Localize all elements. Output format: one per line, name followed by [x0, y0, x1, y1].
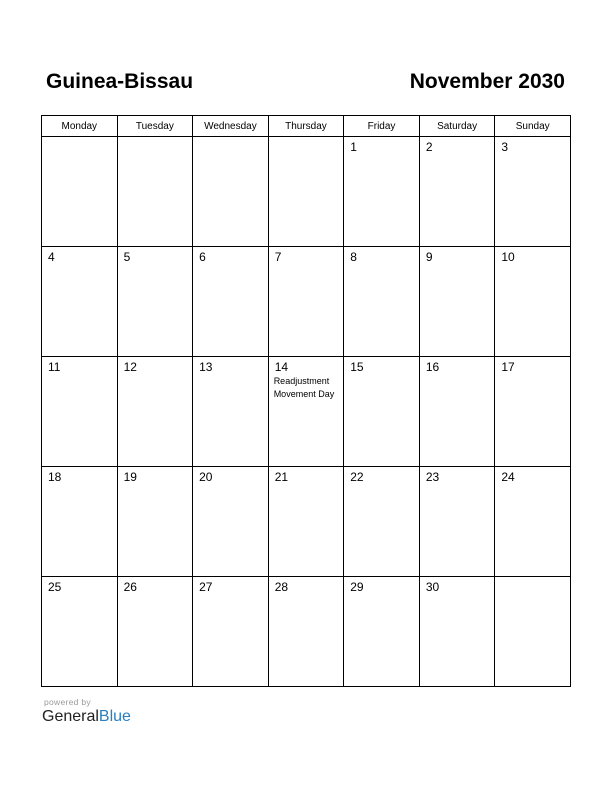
day-cell — [419, 467, 495, 577]
day-cell — [42, 357, 118, 467]
holiday-label: Readjustment Movement Day — [273, 376, 335, 399]
weekday-sunday: Sunday — [495, 116, 571, 137]
day-number: 7 — [274, 250, 282, 264]
day-cell — [495, 357, 571, 467]
day-number — [42, 137, 117, 141]
day-number: 8 — [350, 250, 357, 264]
day-number: 14 — [274, 360, 289, 374]
day-cell — [495, 467, 571, 577]
day-number: 11 — [48, 360, 61, 374]
weekday-saturday: Saturday — [419, 116, 495, 137]
day-cell — [193, 577, 269, 687]
weekday-header-row — [42, 116, 571, 137]
day-cell-holiday — [268, 357, 344, 467]
day-number — [193, 137, 268, 141]
day-cell — [268, 247, 344, 357]
weekday-wednesday: Wednesday — [193, 116, 269, 137]
day-number: 6 — [199, 250, 206, 264]
day-cell — [344, 137, 420, 247]
day-cell — [193, 467, 269, 577]
day-cell — [268, 467, 344, 577]
day-cell — [42, 137, 118, 247]
day-number: 5 — [123, 250, 131, 264]
weekday-tuesday: Tuesday — [117, 116, 193, 137]
weekday-friday: Friday — [344, 116, 420, 137]
day-cell — [193, 137, 269, 247]
day-cell — [42, 247, 118, 357]
calendar-grid — [41, 115, 571, 687]
day-number — [269, 137, 344, 141]
day-number: 1 — [350, 140, 357, 154]
day-number: 20 — [199, 470, 213, 484]
day-cell — [344, 357, 420, 467]
day-cell — [117, 577, 193, 687]
day-cell — [344, 467, 420, 577]
day-cell — [117, 467, 193, 577]
powered-by-label: powered by — [44, 697, 91, 707]
day-cell — [268, 577, 344, 687]
day-number: 27 — [199, 580, 213, 594]
country-title: Guinea-Bissau — [46, 70, 194, 93]
week-row-1 — [42, 137, 571, 247]
day-number: 29 — [350, 580, 364, 594]
day-number — [495, 577, 570, 581]
day-cell — [117, 357, 193, 467]
generalblue-logo[interactable] — [42, 708, 131, 726]
day-number: 17 — [501, 360, 515, 374]
week-row-3 — [42, 357, 571, 467]
day-number: 23 — [425, 470, 440, 484]
day-number: 9 — [425, 250, 433, 264]
day-cell — [419, 577, 495, 687]
day-number: 19 — [123, 470, 137, 484]
day-cell — [117, 137, 193, 247]
day-number: 26 — [123, 580, 137, 594]
weekday-monday: Monday — [42, 116, 118, 137]
day-number: 18 — [48, 470, 62, 484]
weekday-thursday: Thursday — [268, 116, 344, 137]
day-number: 2 — [425, 140, 433, 154]
day-number: 3 — [501, 140, 509, 154]
day-number: 4 — [48, 250, 55, 264]
day-cell — [42, 467, 118, 577]
day-cell — [268, 137, 344, 247]
day-number: 28 — [274, 580, 289, 594]
day-cell — [117, 247, 193, 357]
day-number: 10 — [501, 250, 515, 264]
day-number: 22 — [350, 470, 364, 484]
day-number: 16 — [425, 360, 440, 374]
day-cell — [42, 577, 118, 687]
day-cell — [495, 137, 571, 247]
month-year-title: November 2030 — [409, 70, 565, 93]
day-number: 13 — [199, 360, 213, 374]
day-cell — [419, 137, 495, 247]
week-row-5 — [42, 577, 571, 687]
logo-text-blue: Blue — [98, 708, 131, 725]
week-row-4 — [42, 467, 571, 577]
day-cell — [495, 247, 571, 357]
day-number: 25 — [48, 580, 62, 594]
day-number: 12 — [123, 360, 137, 374]
day-number: 21 — [274, 470, 289, 484]
week-row-2 — [42, 247, 571, 357]
day-cell — [344, 577, 420, 687]
day-cell — [193, 247, 269, 357]
day-number: 30 — [425, 580, 440, 594]
day-cell — [193, 357, 269, 467]
day-number: 24 — [501, 470, 515, 484]
day-cell — [344, 247, 420, 357]
logo-text-general: General — [42, 708, 99, 725]
day-number — [118, 137, 193, 141]
day-number: 15 — [350, 360, 364, 374]
day-cell — [495, 577, 571, 687]
day-cell — [419, 357, 495, 467]
day-cell — [419, 247, 495, 357]
